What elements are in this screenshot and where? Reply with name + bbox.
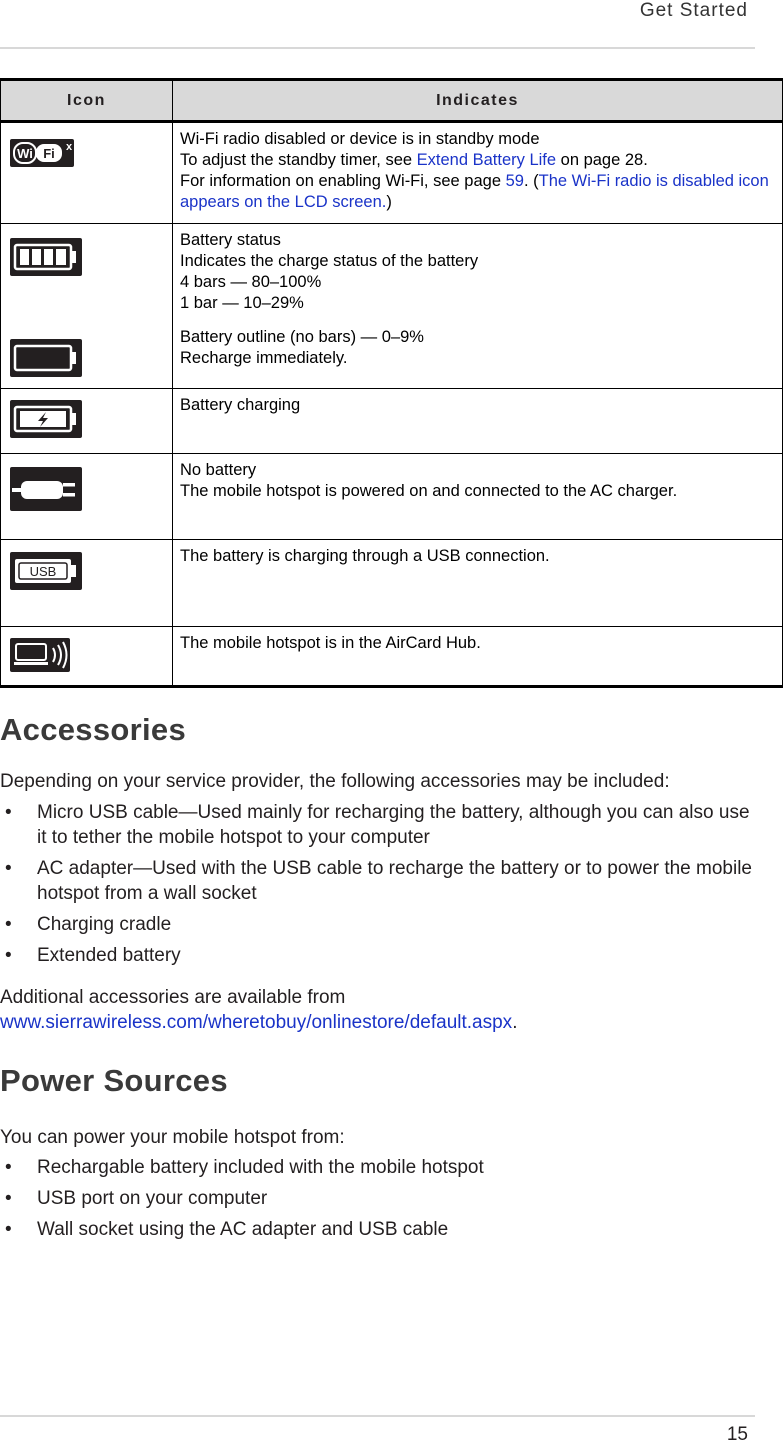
page-number: 15 xyxy=(726,1424,748,1442)
battery-empty-icon xyxy=(10,339,82,377)
power-sources-list xyxy=(0,1155,760,1248)
battery-status-desc: Indicates the charge status of the battery xyxy=(180,252,479,270)
wifi-enable-text: For information on enabling Wi-Fi, see page xyxy=(180,172,506,190)
list-item: • Micro USB cable—Used mainly for recharging the battery, although you can also use it to tether the mobile hotspot to your computer xyxy=(0,800,760,850)
table-row xyxy=(1,224,783,389)
wifi-timer-text: To adjust the standby timer, see xyxy=(180,151,417,169)
table-row xyxy=(1,122,783,224)
wifi-timer-page: on page 28. xyxy=(556,151,648,169)
battery-outline: Battery outline (no bars) — 0–9% xyxy=(180,328,424,346)
store-url-link[interactable]: www.sierrawireless.com/wheretobuy/onlinestore/default.aspx xyxy=(0,1012,513,1033)
list-item: • Wall socket using the AC adapter and USB cable xyxy=(0,1217,760,1242)
wifi-enable-close: ) xyxy=(386,193,392,211)
running-header: Get Started xyxy=(639,0,748,21)
page-59-link[interactable]: 59 xyxy=(505,172,524,190)
table-row xyxy=(1,540,783,627)
table-row xyxy=(1,627,783,687)
wifi-disabled-icon xyxy=(10,138,76,168)
accessories-heading: Accessories xyxy=(0,712,186,747)
additional-accessories xyxy=(0,985,760,1035)
usb-charging-icon xyxy=(10,552,82,590)
column-header-indicates: Indicates xyxy=(173,80,783,122)
battery-charging-label: Battery charging xyxy=(180,396,301,414)
svg-text:Wi: Wi xyxy=(17,146,33,161)
list-item: • USB port on your computer xyxy=(0,1186,760,1211)
table-row xyxy=(1,389,783,454)
wifi-enable-mid: . ( xyxy=(523,172,539,190)
additional-period: . xyxy=(512,1012,518,1033)
battery-status-title: Battery status xyxy=(180,231,281,249)
extend-battery-life-link[interactable]: Extend Battery Life xyxy=(416,151,557,169)
svg-text:x: x xyxy=(65,141,73,153)
wifi-disabled-lcd-link[interactable]: The Wi-Fi radio is disabled icon appears on the LCD screen. xyxy=(180,172,769,211)
no-battery-title: No battery xyxy=(180,461,257,479)
power-intro: You can power your mobile hotspot from: xyxy=(0,1127,345,1148)
list-item: • Extended battery xyxy=(0,943,760,968)
table-row xyxy=(1,454,783,540)
battery-recharge: Recharge immediately. xyxy=(180,349,348,367)
footer-rule xyxy=(0,1415,755,1417)
accessories-list xyxy=(0,800,760,974)
no-battery-desc: The mobile hotspot is powered on and connected to the AC charger. xyxy=(180,482,678,500)
wifi-title: Wi-Fi radio disabled or device is in standby mode xyxy=(180,130,540,148)
header-rule xyxy=(0,47,755,49)
list-item: • Rechargable battery included with the mobile hotspot xyxy=(0,1155,760,1180)
status-icons-table xyxy=(0,78,783,688)
svg-text:Fi: Fi xyxy=(43,146,55,161)
accessories-intro: Depending on your service provider, the following accessories may be included: xyxy=(0,771,670,792)
aircard-hub-icon xyxy=(10,638,70,672)
battery-four-bars: 4 bars — 80–100% xyxy=(180,273,322,291)
column-header-icon: Icon xyxy=(1,80,173,122)
battery-charging-icon xyxy=(10,400,82,438)
aircard-hub-label: The mobile hotspot is in the AirCard Hub. xyxy=(180,634,481,652)
additional-text: Additional accessories are available from xyxy=(0,987,346,1008)
power-sources-heading: Power Sources xyxy=(0,1063,228,1098)
battery-full-icon xyxy=(10,238,82,276)
usb-charging-label: The battery is charging through a USB connection. xyxy=(180,547,550,565)
list-item: • AC adapter—Used with the USB cable to recharge the battery or to power the mobile hotspot from a wall socket xyxy=(0,856,760,906)
battery-one-bar: 1 bar — 10–29% xyxy=(180,294,304,312)
list-item: • Charging cradle xyxy=(0,912,760,937)
no-battery-icon xyxy=(10,467,82,511)
usb-icon-label: USB xyxy=(29,564,57,579)
